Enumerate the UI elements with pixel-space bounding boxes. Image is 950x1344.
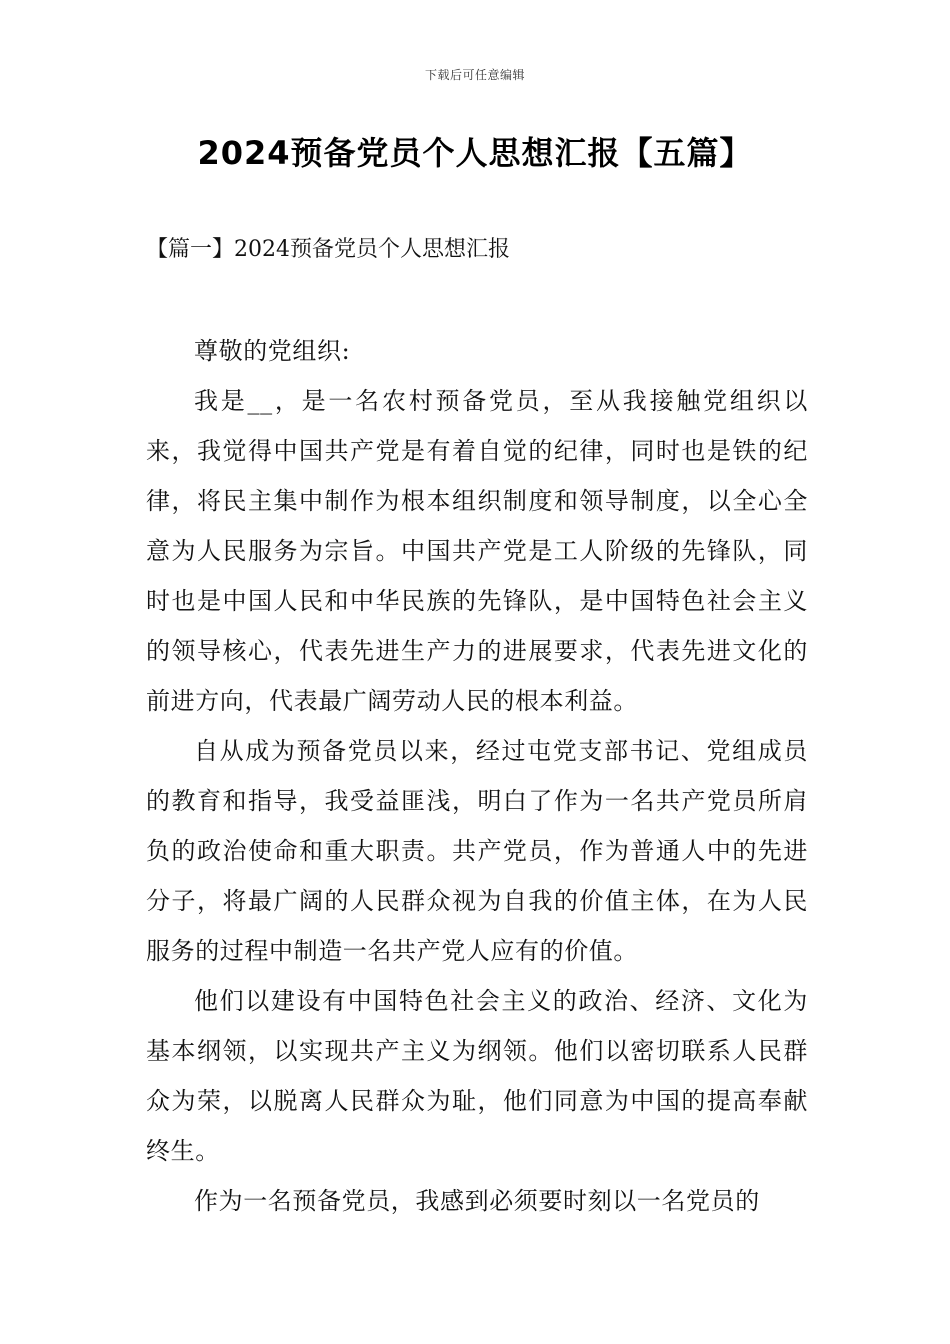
body-text (146, 326, 808, 1226)
paragraph: 作为一名预备党员，我感到必须要时刻以一名党员的 (194, 1187, 760, 1215)
section-heading: 【篇一】2024预备党员个人思想汇报 (146, 237, 510, 262)
salutation: 尊敬的党组织: (194, 337, 351, 365)
paragraph: 我是__，是一名农村预备党员，至从我接触党组织以来，我觉得中国共产党是有着自觉的纪律，同时也是铁的纪律，将民主集中制作为根本组织制度和领导制度，以全心全意为人民服务为宗旨。中国共产党是工人阶级的先锋队，同时也是中国人民和中华民族的先锋队，是中国特色社会主义的领导核心，代表先进生产力的进展要求，代表先进文化的前进方向，代表最广阔劳动人民的根本利益。 (146, 387, 808, 715)
paragraph: 他们以建设有中国特色社会主义的政治、经济、文化为基本纲领，以实现共产主义为纲领。他们以密切联系人民群众为荣，以脱离人民群众为耻，他们同意为中国的提高奉献终生。 (146, 987, 808, 1165)
document-title: 2024预备党员个人思想汇报【五篇】 (197, 134, 753, 172)
header-note: 下载后可任意编辑 (424, 68, 525, 82)
paragraph: 自从成为预备党员以来，经过屯党支部书记、党组成员的教育和指导，我受益匪浅，明白了作为一名共产党员所肩负的政治使命和重大职责。共产党员，作为普通人中的先进分子，将最广阔的人民群众视为自我的价值主体，在为人民服务的过程中制造一名共产党人应有的价值。 (146, 737, 808, 965)
